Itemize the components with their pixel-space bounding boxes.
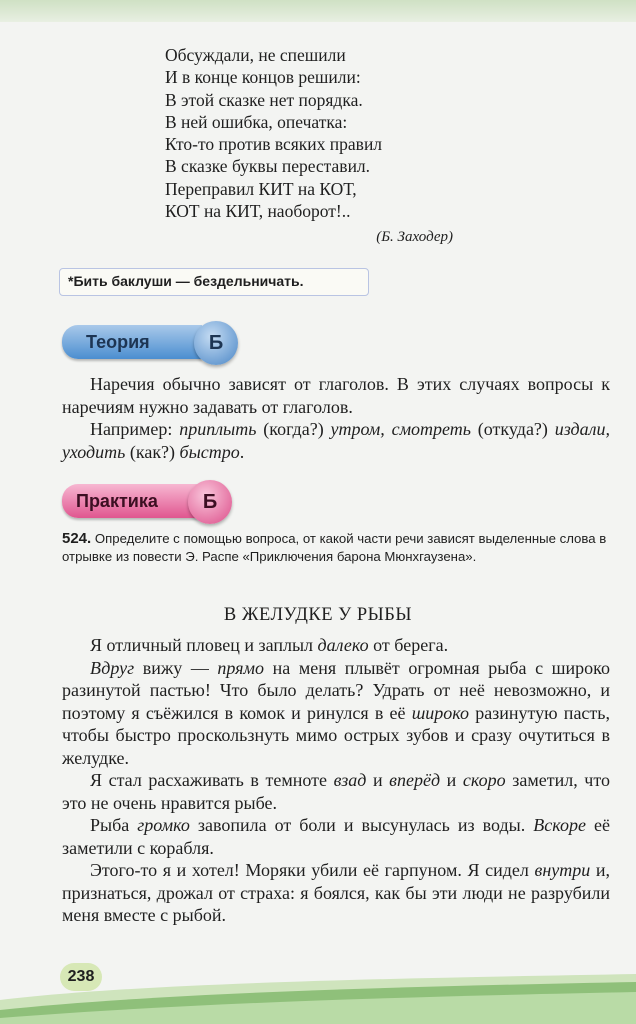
text: и, признаться, дрожал от страха: я боялся, как бы эти люди не разрубили меня вместе с рыбой. xyxy=(62,860,610,925)
theory-example xyxy=(62,418,610,463)
text: разинутую пасть, чтобы быстро проскользнуть мимо острых зубов и сразу очутиться в желудке. xyxy=(62,702,610,768)
text: (откуда?) xyxy=(471,419,555,439)
text: Я стал расхаживать в темноте xyxy=(90,770,334,790)
poem-line: КОТ на КИТ, наоборот!.. xyxy=(165,201,351,222)
text: на меня плывёт огромная рыба с широко разинутой пастью! Что было делать? Удрать от неё невозможно, и поэтому я съёжился в комок и ринулся в её xyxy=(62,657,610,723)
highlighted-word: громко xyxy=(137,815,190,835)
theory-tag-label: Теория xyxy=(86,331,150,352)
page-number: 238 xyxy=(60,963,102,991)
example-word: приплыть xyxy=(179,419,257,439)
highlighted-word: прямо xyxy=(217,657,265,678)
poem xyxy=(165,44,485,249)
text: заметил, что это не очень нравится рыбе. xyxy=(62,770,610,813)
theory-tag xyxy=(62,325,202,359)
theory-paragraph: Наречия обычно зависят от глаголов. В этих случаях вопросы к наречиям нужно задавать от глаголов. xyxy=(62,374,610,417)
highlighted-word: скоро xyxy=(462,770,506,790)
example-word: издали, уходить xyxy=(62,419,610,462)
text: (как?) xyxy=(125,441,180,462)
highlighted-word: вперёд xyxy=(389,770,441,790)
story-paragraph xyxy=(62,859,610,927)
story-paragraph xyxy=(62,657,610,770)
poem-line: В ней ошибка, опечатка: xyxy=(165,111,348,132)
highlighted-word: Вдруг xyxy=(90,657,135,678)
text: Например: xyxy=(90,419,180,439)
story-title: В ЖЕЛУДКЕ У РЫБЫ xyxy=(223,605,413,625)
exercise-text: Определите с помощью вопроса, от какой части речи зависят выделенные слова в отрывке из повести Э. Распе «Приключения барона Мюнхгаузена». xyxy=(62,531,607,564)
theory-level-badge: Б xyxy=(194,321,238,365)
text: . xyxy=(239,441,245,462)
idiom-footnote: *Бить баклуши — бездельничать. xyxy=(59,268,369,296)
example-word: быстро xyxy=(179,441,240,462)
poem-line: И в конце концов решили: xyxy=(165,67,361,88)
poem-line: В этой сказке нет порядка. xyxy=(165,89,363,110)
highlighted-word: Вскоре xyxy=(533,815,586,835)
text: вижу — xyxy=(134,657,218,678)
text: (когда?) xyxy=(256,419,331,439)
highlighted-word: внутри xyxy=(534,860,591,880)
text: Я отличный пловец и заплыл xyxy=(90,635,318,655)
text: Этого-то я и хотел! Моряки убили её гарпуном. Я сидел xyxy=(90,860,535,880)
poem-line: Переправил КИТ на КОТ, xyxy=(165,178,357,199)
text: её заметили с корабля. xyxy=(62,815,610,858)
poem-line: В сказке буквы переставил. xyxy=(165,156,371,177)
practice-level-badge: Б xyxy=(188,480,232,524)
story-paragraph xyxy=(62,814,610,859)
text: Рыба xyxy=(90,815,138,835)
practice-tag xyxy=(62,484,202,518)
exercise-task xyxy=(62,530,610,565)
highlighted-word: широко xyxy=(411,702,470,723)
story-paragraph xyxy=(62,769,610,814)
text: от берега. xyxy=(368,635,449,655)
poem-author: (Б. Заходер) xyxy=(376,229,453,246)
poem-line: Обсуждали, не спешили xyxy=(165,45,346,65)
story-text xyxy=(62,634,610,927)
poem-line: Кто-то против всяких правил xyxy=(165,134,383,155)
highlighted-word: далеко xyxy=(317,635,369,655)
practice-tag-label: Практика xyxy=(76,490,158,511)
theory-text xyxy=(62,373,610,463)
text: и xyxy=(440,770,463,790)
highlighted-word: взад xyxy=(333,770,367,790)
text: завопила от боли и высунулась из воды. xyxy=(189,815,534,835)
top-decorative-strip xyxy=(0,0,636,22)
example-word: утром, смотреть xyxy=(330,419,471,439)
exercise-number: 524. xyxy=(62,530,92,547)
story-paragraph xyxy=(62,634,610,657)
text: и xyxy=(366,770,390,790)
